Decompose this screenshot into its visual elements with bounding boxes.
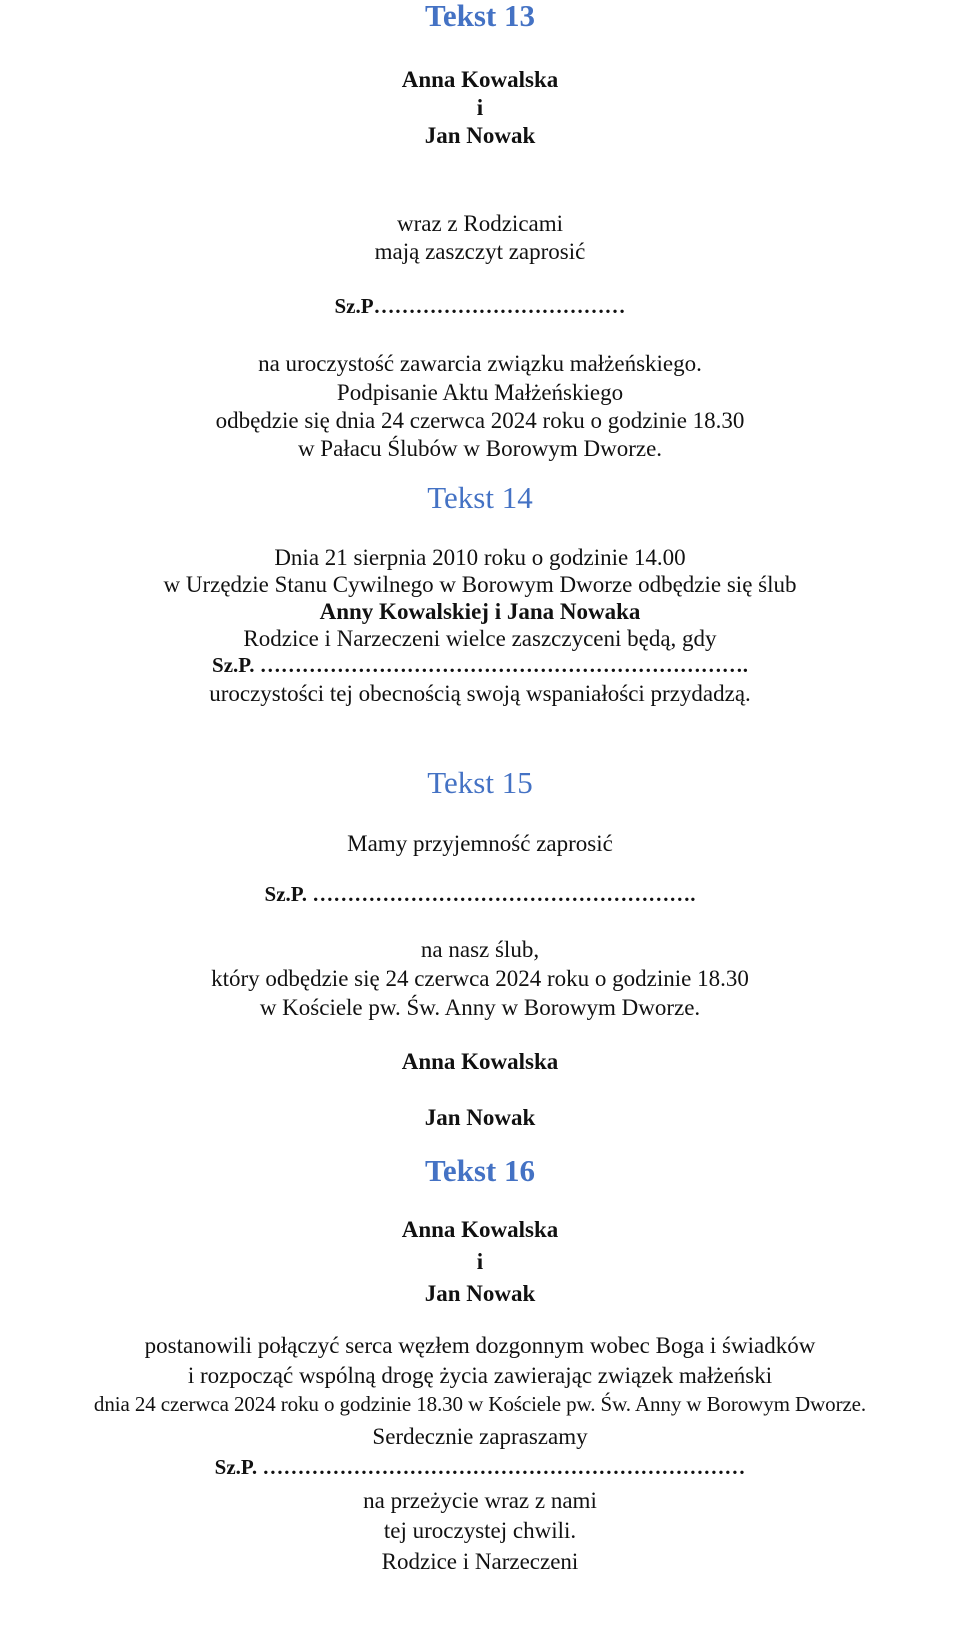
invitation-line: w Urzędzie Stanu Cywilnego w Borowym Dworze odbędzie się ślub [163, 572, 797, 597]
invitation-line: w Kościele pw. Św. Anny w Borowym Dworze. [259, 995, 701, 1020]
invitation-line: Dnia 21 sierpnia 2010 roku o godzinie 14.00 [274, 545, 686, 570]
groom-name: Jan Nowak [424, 1105, 536, 1130]
conjunction: i [476, 1249, 484, 1274]
conjunction: i [476, 95, 484, 120]
invitation-line: w Pałacu Ślubów w Borowym Dworze. [297, 436, 663, 461]
bride-name: Anna Kowalska [401, 67, 559, 92]
guest-placeholder: Sz.P……………………………… [334, 294, 626, 318]
bride-name: Anna Kowalska [401, 1217, 559, 1242]
invitation-line: na przeżycie wraz z nami [363, 1488, 597, 1513]
couple-names: Anny Kowalskiej i Jana Nowaka [319, 599, 641, 624]
bride-name: Anna Kowalska [401, 1049, 559, 1074]
invitation-line: Mamy przyjemność zaprosić [347, 831, 613, 856]
section-title-tekst-15: Tekst 15 [427, 765, 533, 800]
signature-line: Rodzice i Narzeczeni [381, 1549, 579, 1574]
invitation-line: postanowili połączyć serca węzłem dozgonnym wobec Boga i świadków [144, 1333, 816, 1358]
groom-name: Jan Nowak [424, 1281, 536, 1306]
invitation-line: tej uroczystej chwili. [383, 1518, 577, 1543]
section-title-tekst-13: Tekst 13 [425, 0, 535, 33]
guest-placeholder: Sz.P. ………………………………………………. [264, 882, 696, 906]
guest-placeholder: Sz.P. ……………………………………………………………. [212, 653, 748, 677]
section-title-tekst-14: Tekst 14 [427, 480, 533, 515]
invitation-line: na nasz ślub, [420, 937, 540, 962]
invitation-line: Serdecznie zapraszamy [372, 1424, 588, 1449]
invitation-line: odbędzie się dnia 24 czerwca 2024 roku o godzinie 18.30 [215, 408, 745, 433]
invitation-line: Podpisanie Aktu Małżeńskiego [336, 380, 624, 405]
section-title-tekst-16: Tekst 16 [425, 1153, 535, 1188]
invitation-line: wraz z Rodzicami [396, 211, 564, 236]
invitation-line: mają zaszczyt zaprosić [374, 239, 586, 264]
guest-placeholder: Sz.P. …………………………………………………………… [214, 1455, 746, 1479]
invitation-line: dnia 24 czerwca 2024 roku o godzinie 18.30 w Kościele pw. Św. Anny w Borowym Dworze. [93, 1392, 867, 1416]
invitation-line: który odbędzie się 24 czerwca 2024 roku o godzinie 18.30 [211, 966, 749, 991]
invitation-line: i rozpocząć wspólną drogę życia zawierając związek małżeński [187, 1363, 773, 1388]
invitation-line: na uroczystość zawarcia związku małżeńskiego. [258, 351, 702, 376]
invitation-line: uroczystości tej obecnością swoją wspaniałości przydadzą. [209, 681, 751, 706]
invitation-line: Rodzice i Narzeczeni wielce zaszczyceni będą, gdy [243, 626, 717, 651]
groom-name: Jan Nowak [424, 123, 536, 148]
